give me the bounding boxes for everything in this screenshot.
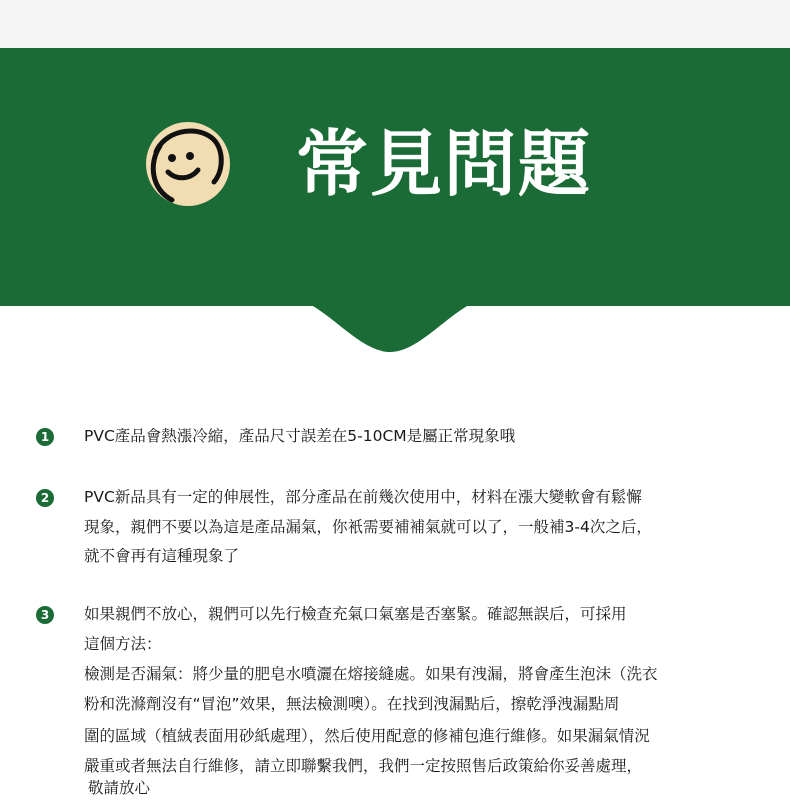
faq-3-line-6: 嚴重或者無法自行維修，請立即聯繫我們，我們一定按照售后政策給你妥善處理， xyxy=(84,757,643,775)
faq-2-line-3: 就不會再有這種現象了 xyxy=(84,547,240,565)
page-title: 常見問題 xyxy=(296,122,593,206)
faq-1-number-badge: 1 xyxy=(36,428,54,446)
faq-3-line-4: 粉和洗滌劑沒有“冒泡”效果，無法檢測噢）。在找到洩漏點后，擦乾淨洩漏點周 xyxy=(84,695,620,713)
faq-2-line-2: 現象，親們不要以為這是產品漏氣，你衹需要補補氣就可以了，一般補3-4次之后， xyxy=(84,518,652,536)
banner-notch xyxy=(300,300,480,352)
faq-2-number-badge: 2 xyxy=(36,489,54,507)
faq-2-line-1: PVC新品具有一定的伸展性，部分產品在前幾次使用中，材料在漲大變軟會有鬆懈 xyxy=(84,488,642,506)
faq-1-line-1: PVC產品會熱漲冷縮，產品尺寸誤差在5-10CM是屬正常現象哦 xyxy=(84,427,516,445)
faq-3-line-5: 圍的區域（植絨表面用砂紙處理），然后使用配意的修補包進行維修。如果漏氣情況 xyxy=(84,727,650,745)
faq-3-number-badge: 3 xyxy=(36,606,54,624)
faq-3-line-2: 這個方法： xyxy=(84,635,162,653)
faq-3-line-1: 如果親們不放心，親們可以先行檢查充氣口氣塞是否塞緊。確認無誤后，可採用 xyxy=(84,605,627,623)
top-strip xyxy=(0,0,790,48)
faq-3-line-3: 檢測是否漏氣：將少量的肥皂水噴灑在熔接縫處。如果有洩漏，將會產生泡沫（洗衣 xyxy=(84,665,658,683)
smiley-mascot-icon xyxy=(138,116,234,212)
faq-3-line-7: 敬請放心 xyxy=(88,779,151,797)
